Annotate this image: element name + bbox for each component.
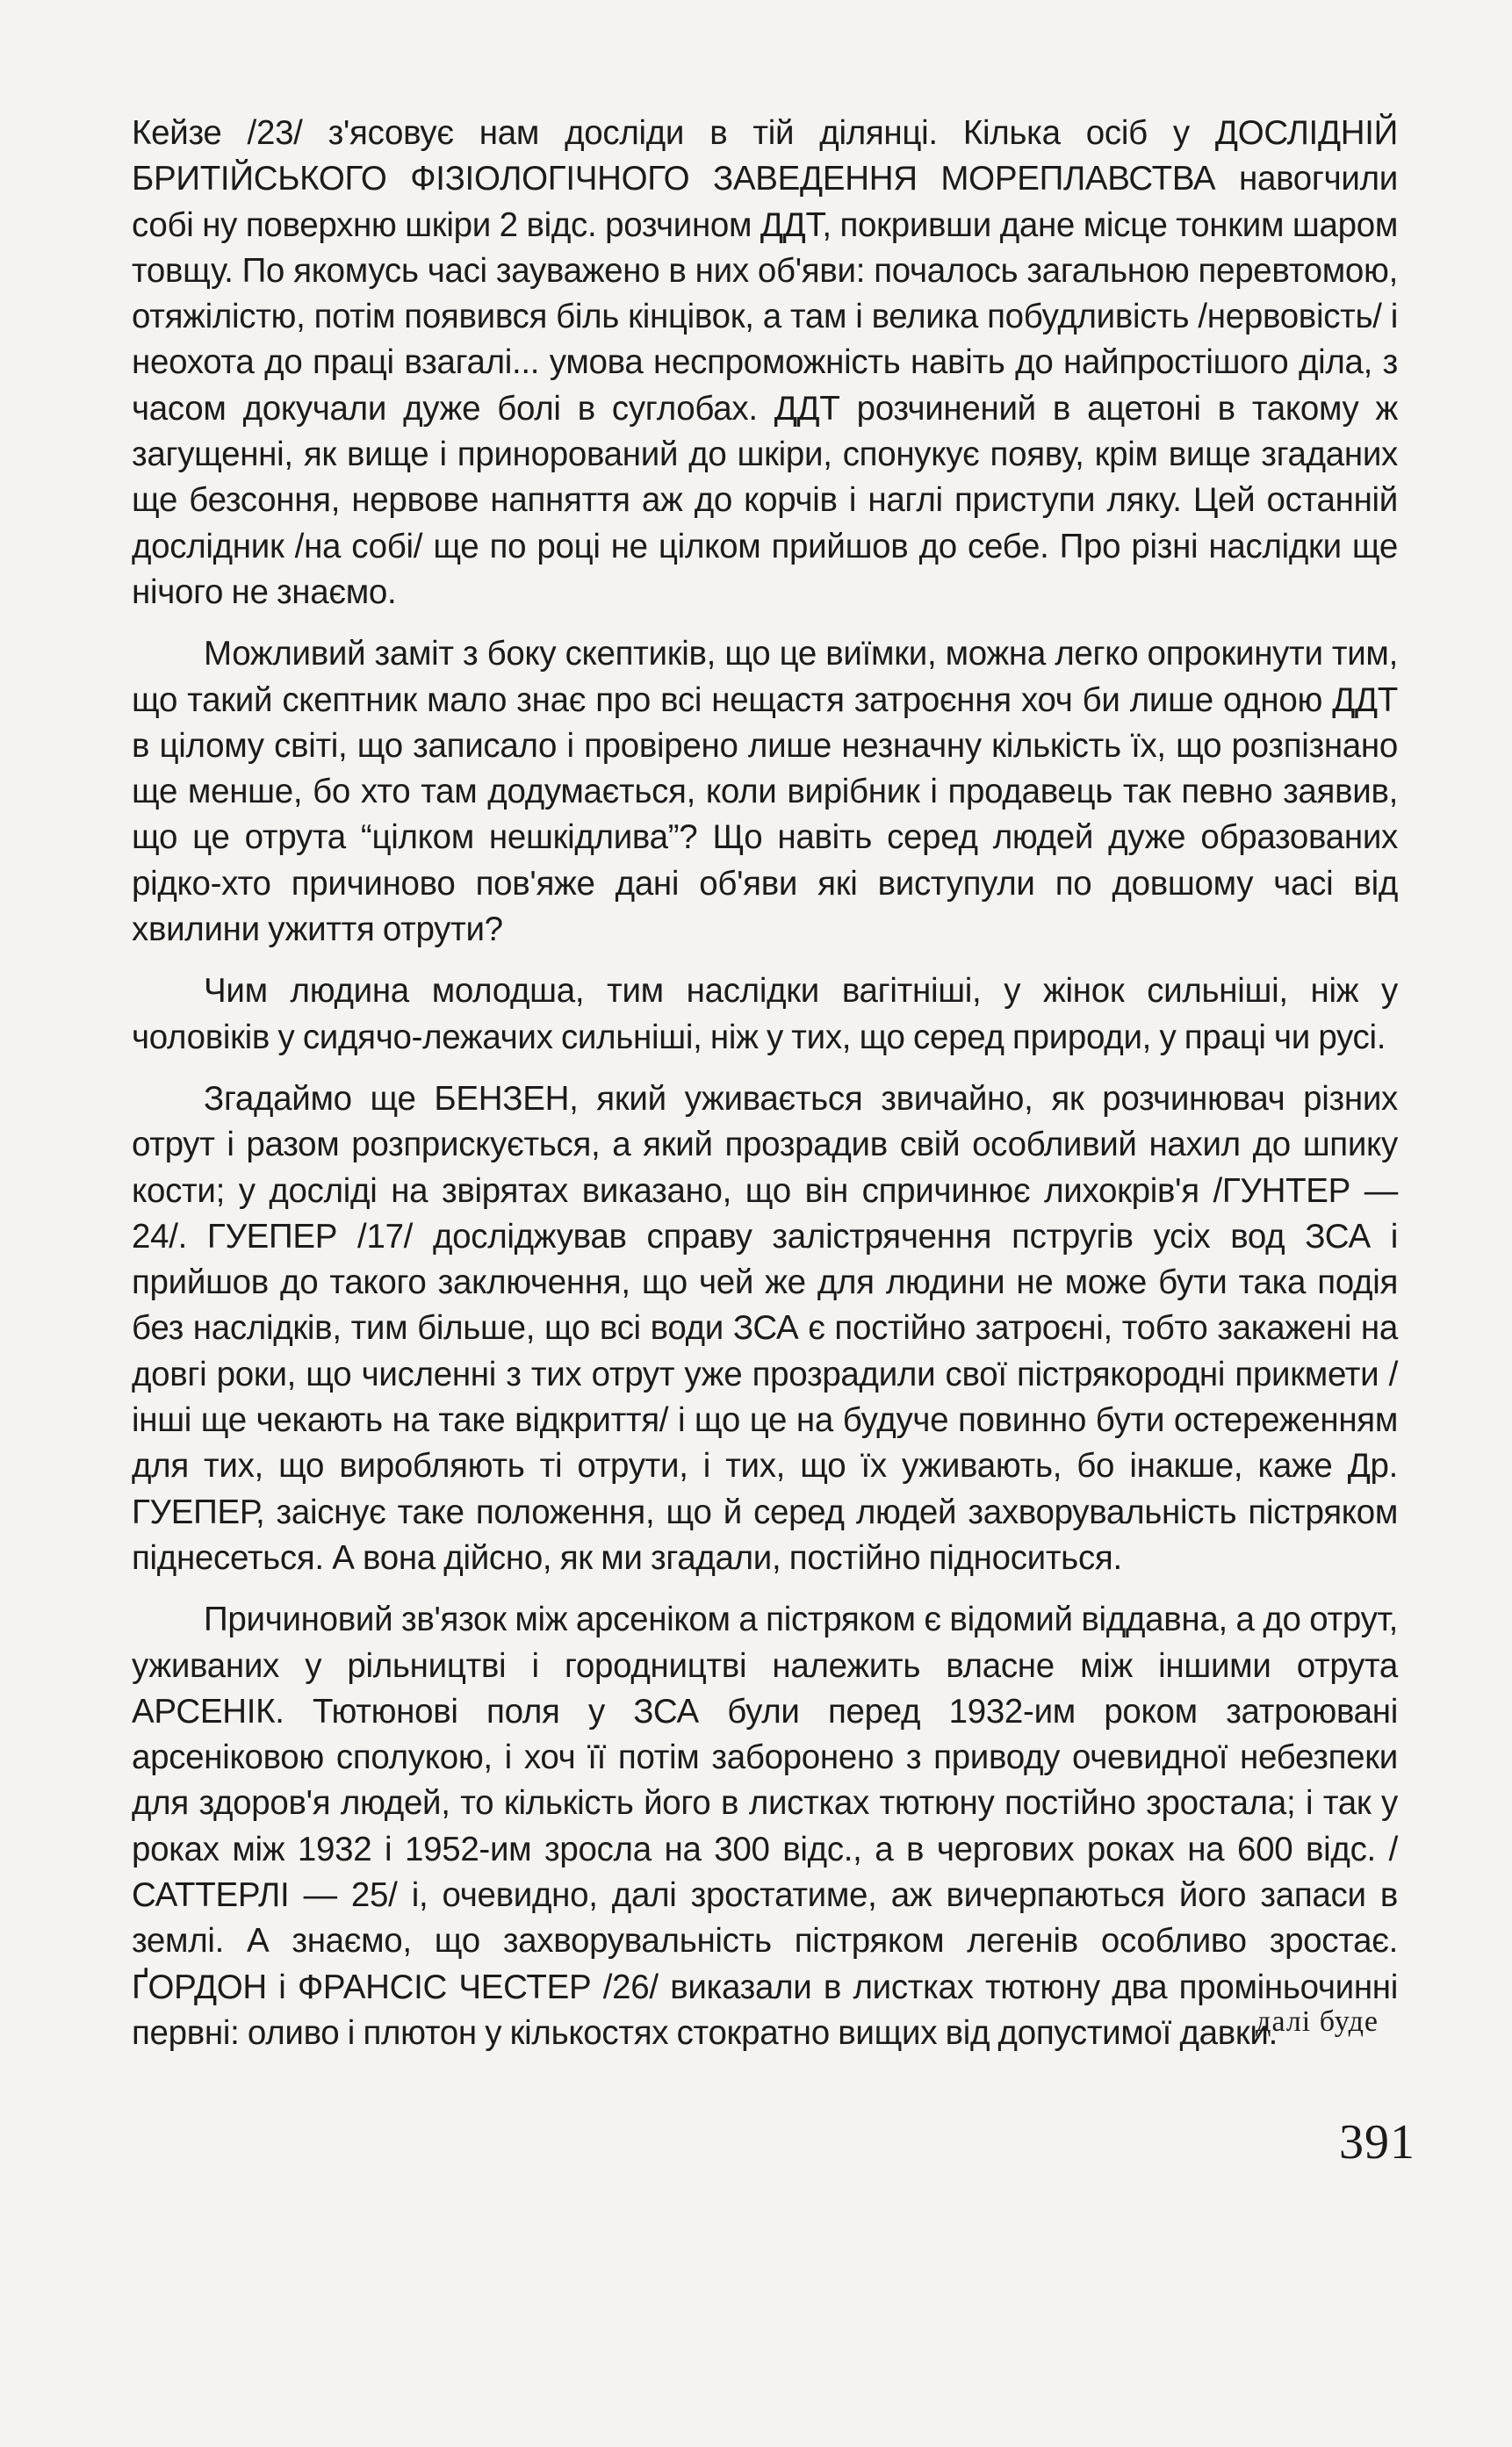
- paragraph-1: Кейзе /23/ з'ясовує нам досліди в тій ділянці. Кілька осіб у ДОСЛІДНІЙ БРИТІЙСЬКОГО ФІЗІОЛОГІЧНОГО ЗАВЕДЕННЯ МОРЕПЛАВСТВА навогчили собі ну поверхню шкіри 2 відс. розчином ДДТ, покривши дане місце тонким шаром товщу. По якомусь часі зауважено в них об'яви: почалось загальною перевтомою, отяжілістю, потім появився біль кінцівок, а там і велика побудливість /нервовість/ і неохота до праці взагалі... умова неспроможність навіть до найпростішого діла, з часом докучали дуже болі в суглобах. ДДТ розчинений в ацетоні в такому ж загущенні, як вище і принорований до шкіри, спонукує появу, крім вище згаданих ще безсоння, нервове напняття аж до корчів і наглі приступи ляку. Цей останній дослідник /на собі/ ще по році не цілком прийшов до себе. Про різні наслідки ще нічого не знаємо.: [132, 114, 1398, 611]
- paragraph-2: Можливий заміт з боку скептиків, що це виїмки, можна легко опрокинути тим, що такий скептник мало знає про всі нещастя затроєння хоч би лише одною ДДТ в цілому світі, що записало і провірено лише незначну кількість їх, що розпізнано ще менше, бо хто там додумається, коли вирібник і продавець так певно заявив, що це отрута “цілком нешкідлива”? Що навіть серед людей дуже образованих рідко-хто причиново пов'яже дані об'яви які виступули по довшому часі від хвилини ужиття отрути?: [132, 635, 1398, 949]
- continued-note: далі буде: [1256, 2005, 1379, 2038]
- body-text: [132, 111, 1398, 2072]
- paragraph-3: Чим людина молодша, тим наслідки вагітніші, у жінок сильніші, ніж у чоловіків у сидячо-лежачих сильніші, ніж у тих, що серед природи, у праці чи русі.: [132, 972, 1398, 1056]
- paragraph-5: Причиновий зв'язок між арсеніком а пістряком є відомий віддавна, а до отрут, уживаних у рільництві і городництві належить власне між іншими отрута АРСЕНІК. Тютюнові поля у ЗСА були перед 1932-им роком затроювані арсеніковою сполукою, і хоч її потім заборонено з приводу очевидної небезпеки для здоров'я людей, то кількість його в листках тютюну постійно зростала; і так у роках між 1932 і 1952-им зросла на 300 відс., а в чергових роках на 600 відс. /САТТЕРЛІ — 25/ і, очевидно, далі зростатиме, аж вичерпаються його запаси в землі. А знаємо, що захворувальність пістряком легенів особливо зростає. ҐОРДОН і ФРАНСІС ЧЕСТЕР /26/ виказали в листках тютюну два проміньочинні первні: оливо і плютон у кількостях стократно вищих від допустимої давки.: [132, 1601, 1398, 2052]
- page-number: 391: [1339, 2115, 1415, 2170]
- paragraph-4: Згадаймо ще БЕНЗЕН, який уживається звичайно, як розчинювач різних отрут і разом розприскується, а який прозрадив свій особливий нахил до шпику кости; у досліді на звірятах виказано, що він спричинює лихокрів'я /ГУНТЕР — 24/. ГУЕПЕР /17/ досліджував справу залістрячення пстругів усіх вод ЗСА і прийшов до такого заключення, що чей же для людини не може бути така подія без наслідків, тим більше, що всі води ЗСА є постійно затроєні, тобто закажені на довгі роки, що численні з тих отрут уже прозрадили свої пістрякородні прикмети /інші ще чекають на таке відкриття/ і що це на будуче повинно бути остереженням для тих, що виробляють ті отрути, і тих, що їх уживають, бо інакше, каже Др. ГУЕПЕР, заіснує таке положення, що й серед людей захворувальність пістряком піднесеться. А вона дійсно, як ми згадали, постійно підноситься.: [132, 1079, 1398, 1577]
